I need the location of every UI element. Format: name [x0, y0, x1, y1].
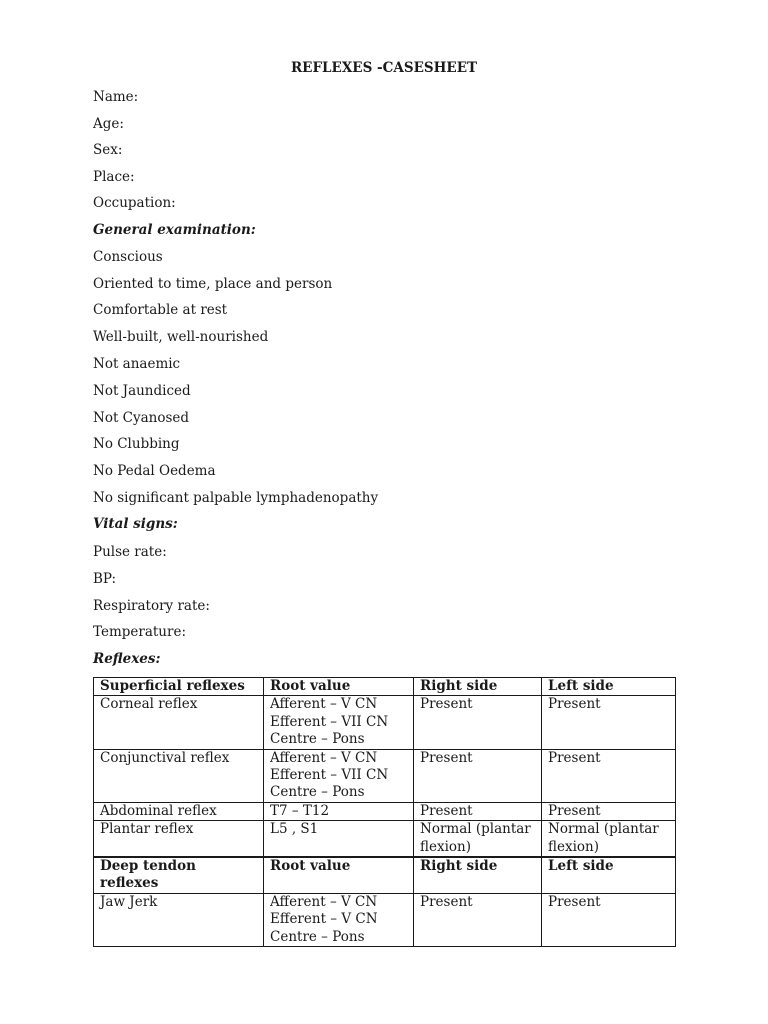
- general-exam-item: No significant palpable lymphadenopathy: [93, 490, 379, 506]
- root-value-line: T7 – T12: [270, 802, 330, 819]
- table-row: [94, 893, 676, 946]
- root-value-line: Afferent – V CN: [270, 749, 378, 766]
- respiratory-rate-label: Respiratory rate:: [93, 598, 210, 614]
- occupation-field-label: Occupation:: [93, 195, 176, 211]
- root-value: [264, 749, 414, 802]
- table-row: [94, 821, 676, 857]
- name-field-label: Name:: [93, 89, 139, 105]
- right-side-value: Present: [414, 893, 542, 946]
- general-examination-heading: General examination:: [93, 222, 256, 238]
- reflex-name: Jaw Jerk: [94, 893, 264, 946]
- left-side-value: Present: [542, 802, 676, 820]
- reflex-name: Plantar reflex: [94, 821, 264, 857]
- table-row: [94, 802, 676, 820]
- reflexes-heading: Reflexes:: [93, 651, 161, 667]
- temperature-label: Temperature:: [93, 624, 186, 640]
- table-row: [94, 696, 676, 749]
- reflexes-table: [93, 677, 676, 947]
- column-header: Right side: [414, 678, 542, 696]
- page-title: REFLEXES -CASESHEET: [290, 60, 478, 76]
- column-header: Root value: [264, 678, 414, 696]
- root-value-line: Afferent – V CN: [270, 696, 378, 713]
- left-side-value: Normal (plantar flexion): [542, 821, 676, 857]
- root-value-line: L5 , S1: [270, 821, 319, 838]
- left-side-value: Present: [542, 749, 676, 802]
- reflex-name: Abdominal reflex: [94, 802, 264, 820]
- column-header: Right side: [414, 857, 542, 893]
- place-field-label: Place:: [93, 169, 135, 185]
- bp-label: BP:: [93, 571, 117, 587]
- root-value-line: Centre – Pons: [270, 928, 365, 945]
- age-field-label: Age:: [93, 116, 124, 132]
- left-side-value: Present: [542, 696, 676, 749]
- general-exam-item: Oriented to time, place and person: [93, 276, 333, 292]
- root-value: [264, 893, 414, 946]
- table-row: [94, 749, 676, 802]
- superficial-reflexes-header-row: [94, 678, 676, 696]
- general-exam-item: Not Cyanosed: [93, 410, 190, 426]
- root-value-line: Efferent – VII CN: [270, 713, 389, 730]
- general-exam-item: Conscious: [93, 249, 163, 265]
- general-exam-item: No Pedal Oedema: [93, 463, 216, 479]
- general-exam-item: Not anaemic: [93, 356, 181, 372]
- pulse-rate-label: Pulse rate:: [93, 544, 167, 560]
- root-value: [264, 821, 414, 857]
- right-side-value: Present: [414, 802, 542, 820]
- root-value: [264, 802, 414, 820]
- root-value: [264, 696, 414, 749]
- column-header: Left side: [542, 857, 676, 893]
- column-header: Left side: [542, 678, 676, 696]
- right-side-value: Present: [414, 749, 542, 802]
- column-header: Deep tendon reflexes: [94, 857, 264, 893]
- left-side-value: Present: [542, 893, 676, 946]
- reflex-name: Conjunctival reflex: [94, 749, 264, 802]
- general-exam-item: Not Jaundiced: [93, 383, 191, 399]
- column-header: Root value: [264, 857, 414, 893]
- general-exam-item: Well-built, well-nourished: [93, 329, 269, 345]
- sex-field-label: Sex:: [93, 142, 123, 158]
- deep-tendon-reflexes-header-row: [94, 857, 676, 893]
- root-value-line: Centre – Pons: [270, 784, 365, 801]
- right-side-value: Present: [414, 696, 542, 749]
- vital-signs-heading: Vital signs:: [93, 516, 178, 532]
- general-exam-item: Comfortable at rest: [93, 302, 228, 318]
- root-value-line: Centre – Pons: [270, 731, 365, 748]
- right-side-value: Normal (plantar flexion): [414, 821, 542, 857]
- root-value-line: Efferent – VII CN: [270, 767, 389, 784]
- column-header: Superficial reflexes: [94, 678, 264, 696]
- root-value-line: Afferent – V CN: [270, 893, 378, 910]
- reflex-name: Corneal reflex: [94, 696, 264, 749]
- root-value-line: Efferent – V CN: [270, 911, 378, 928]
- general-exam-item: No Clubbing: [93, 436, 180, 452]
